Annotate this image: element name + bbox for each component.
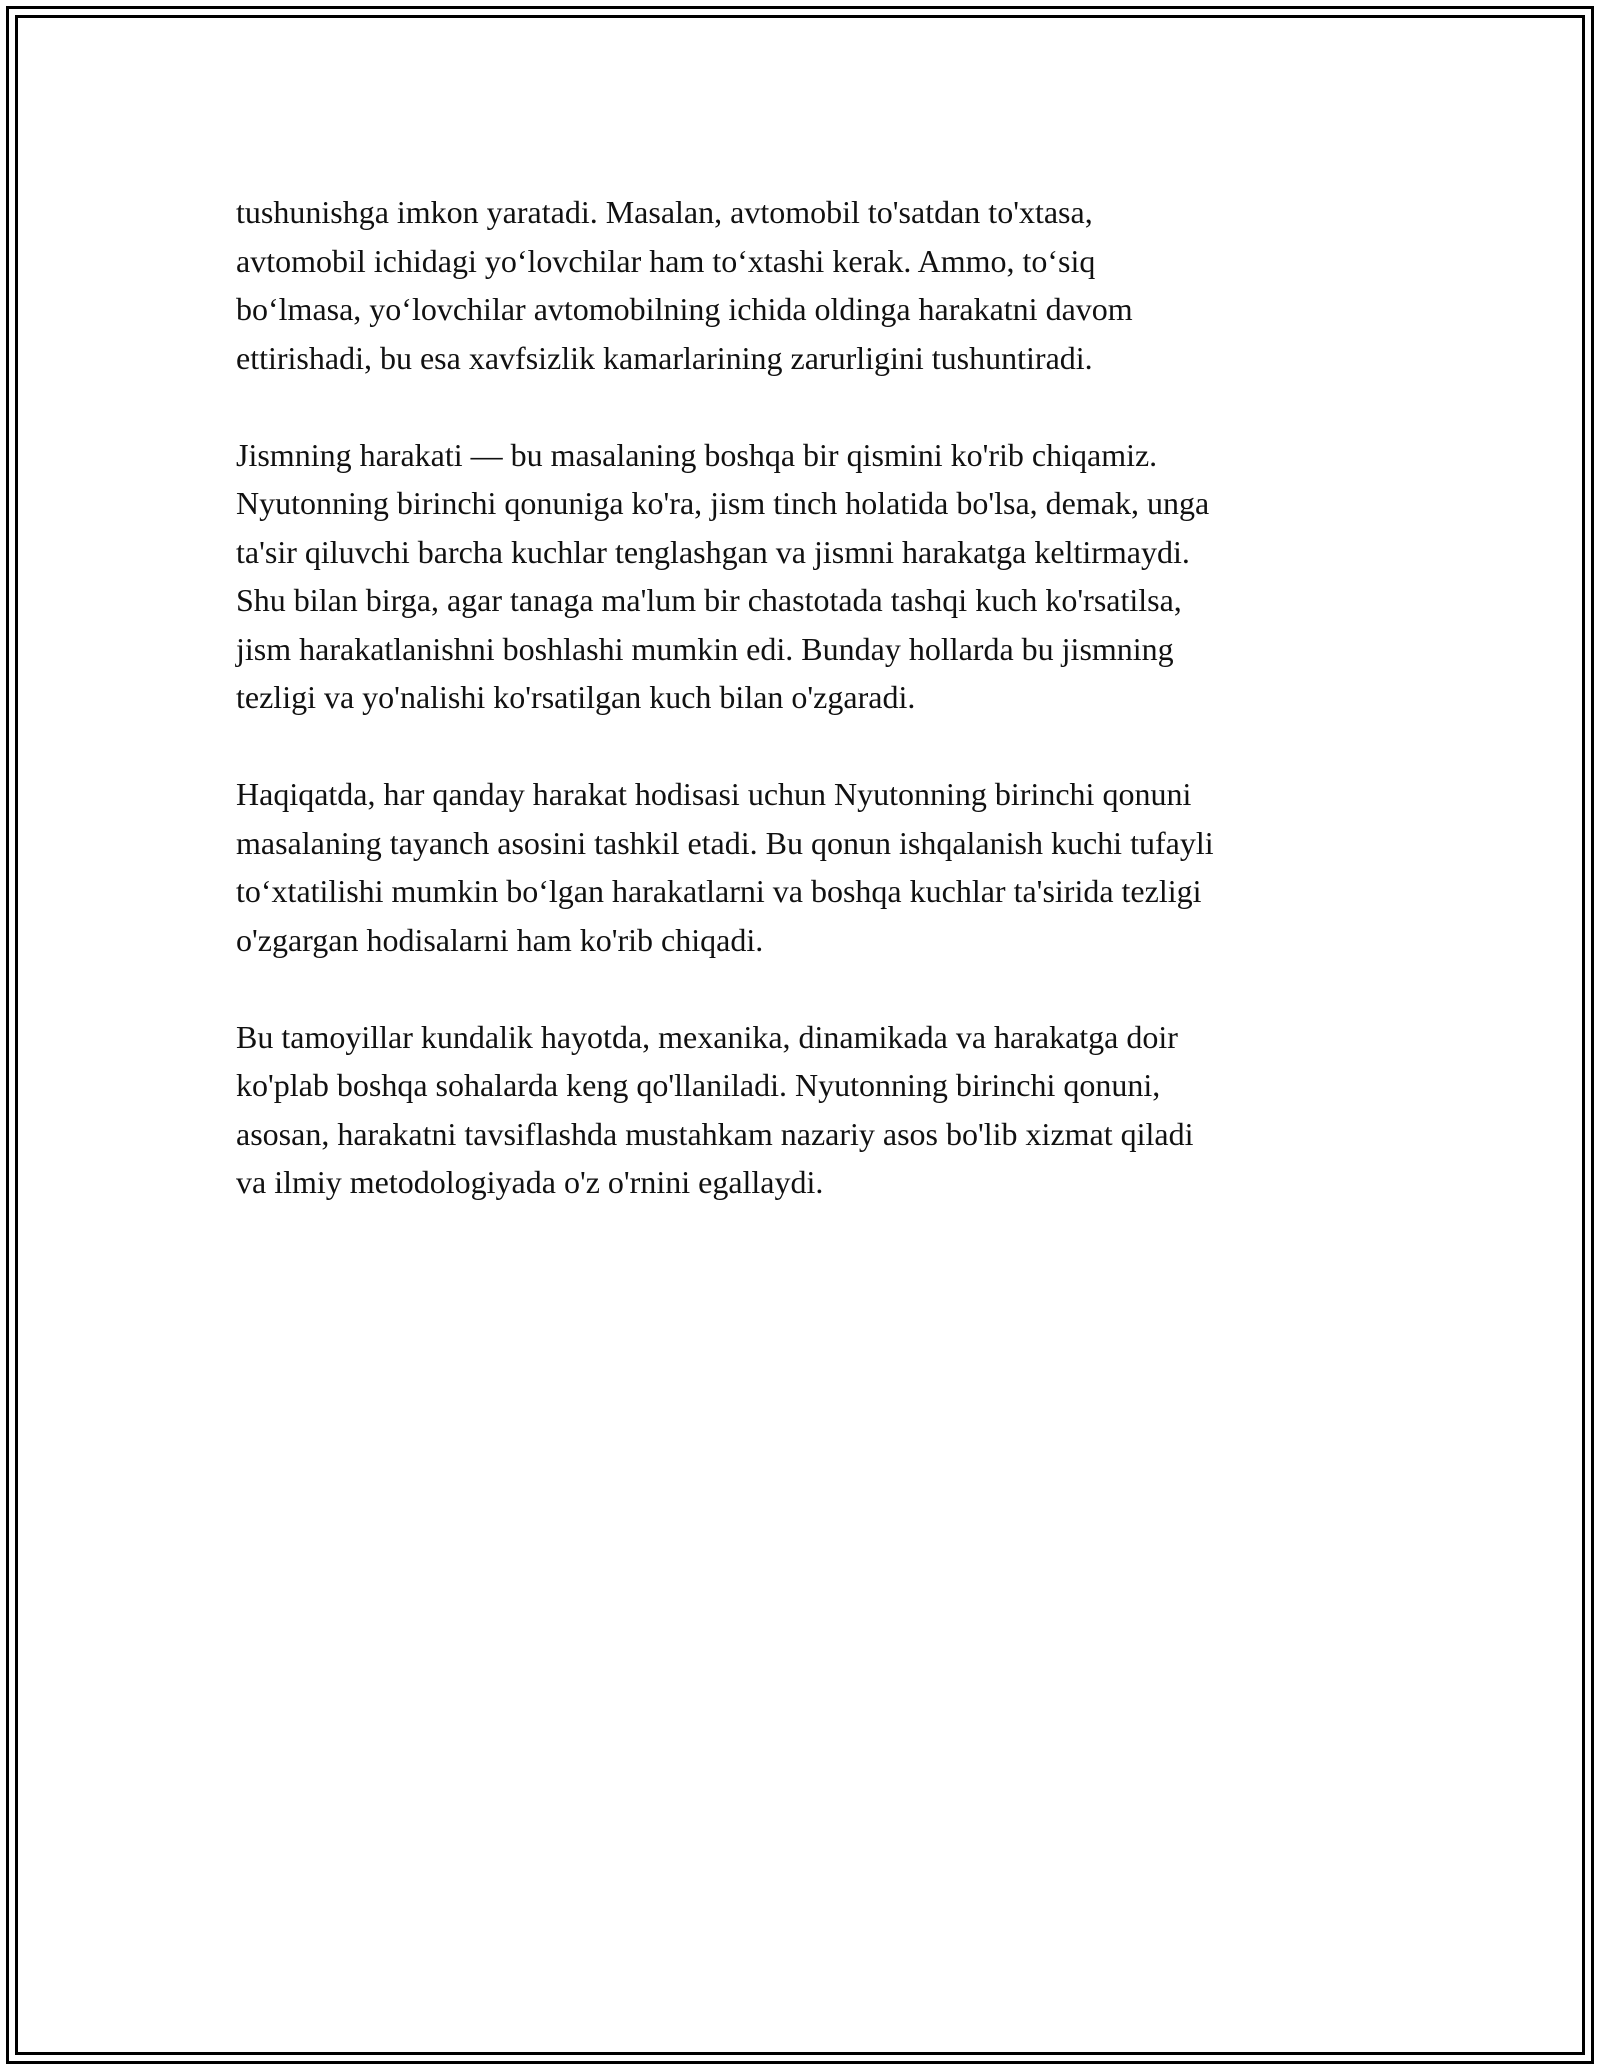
text-line: ko'plab boshqa sohalarda keng qo'llaniladi. Nyutonning birinchi qonuni, xyxy=(236,1067,1161,1103)
text-line: tezligi va yo'nalishi ko'rsatilgan kuch bilan o'zgaradi. xyxy=(236,679,916,715)
text-line: to‘xtatilishi mumkin bo‘lgan harakatlarni va boshqa kuchlar ta'sirida tezligi xyxy=(236,873,1202,909)
paragraph-4 xyxy=(236,1013,1366,1207)
text-line: tushunishga imkon yaratadi. Masalan, avtomobil to'satdan to'xtasa, xyxy=(236,194,1093,230)
text-line: ettirishadi, bu esa xavfsizlik kamarlarining zarurligini tushuntiradi. xyxy=(236,339,1093,376)
text-line: avtomobil ichidagi yo‘lovchilar ham to‘xtashi kerak. Ammo, to‘siq xyxy=(236,242,1096,279)
text-line: o'zgargan hodisalarni ham ko'rib chiqadi. xyxy=(236,921,764,958)
paragraph-1 xyxy=(236,188,1366,382)
text-line: jism harakatlanishni boshlashi mumkin edi. Bunday hollarda bu jismning xyxy=(236,630,1174,667)
text-line: va ilmiy metodologiyada o'z o'rnini egallaydi. xyxy=(236,1164,824,1200)
text-line: Jismning harakati — bu masalaning boshqa bir qismini ko'rib chiqamiz. xyxy=(236,436,1158,473)
text-line: Bu tamoyillar kundalik hayotda, mexanika, dinamikada va harakatga doir xyxy=(236,1018,1178,1055)
text-line: asosan, harakatni tavsiflashda mustahkam nazariy asos bo'lib xizmat qiladi xyxy=(236,1115,1194,1152)
text-line: masalaning tayanch asosini tashkil etadi. Bu qonun ishqalanish kuchi tufayli xyxy=(236,824,1214,861)
text-line: ta'sir qiluvchi barcha kuchlar tenglashgan va jismni harakatga keltirmaydi. xyxy=(236,533,1190,570)
text-line: Shu bilan birga, agar tanaga ma'lum bir chastotada tashqi kuch ko'rsatilsa, xyxy=(236,582,1182,618)
text-line: Nyutonning birinchi qonuniga ko'ra, jism tinch holatida bo'lsa, demak, unga xyxy=(236,485,1210,521)
text-line: Haqiqatda, har qanday harakat hodisasi uchun Nyutonning birinchi qonuni xyxy=(236,776,1192,812)
paragraph-2 xyxy=(236,431,1366,722)
document-body xyxy=(236,188,1366,1255)
paragraph-3 xyxy=(236,770,1366,964)
text-line: bo‘lmasa, yo‘lovchilar avtomobilning ichida oldinga harakatni davom xyxy=(236,291,1133,327)
